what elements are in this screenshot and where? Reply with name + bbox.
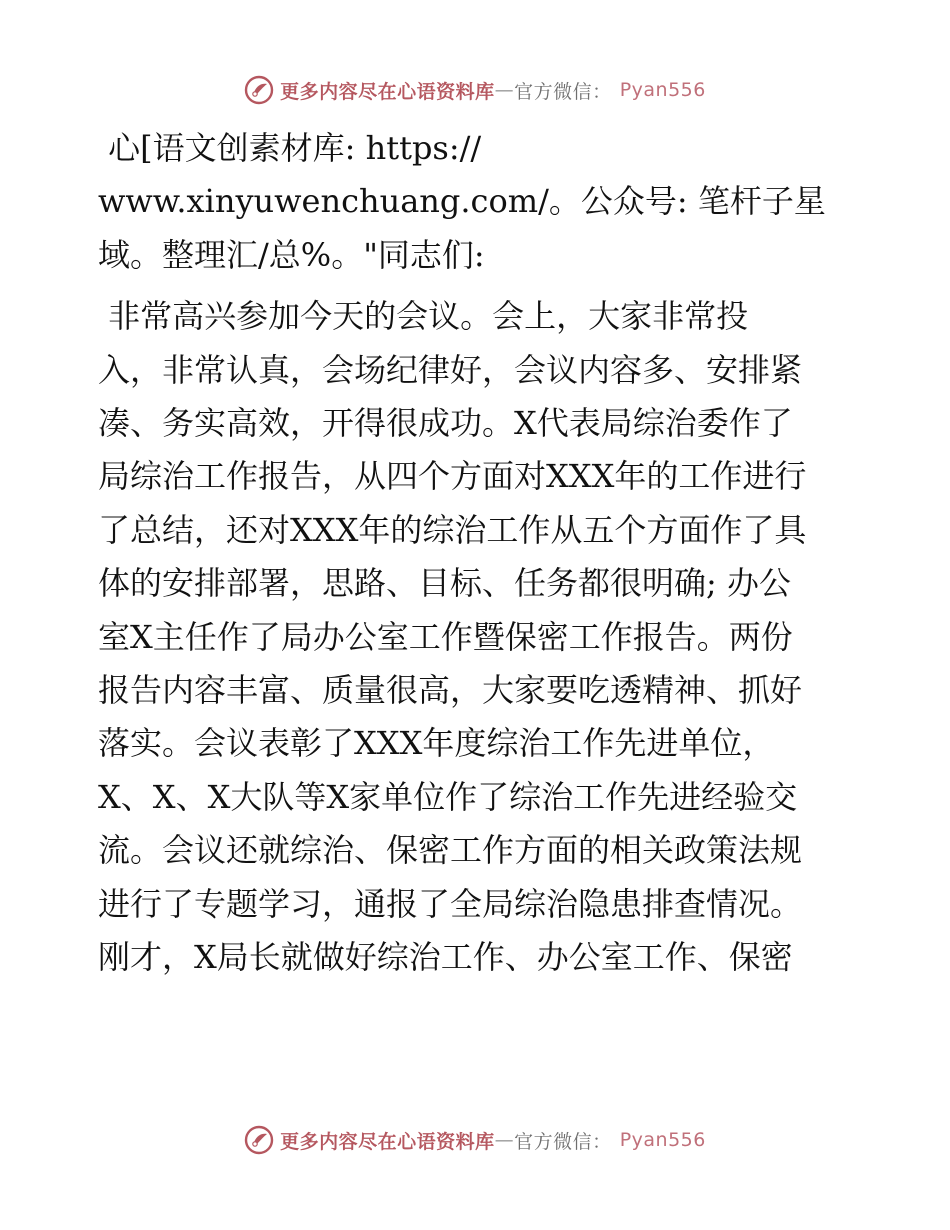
brand-logo-icon <box>244 75 274 105</box>
banner-separator: — <box>494 79 515 101</box>
banner-separator: — <box>494 1129 515 1151</box>
document-body <box>98 122 858 985</box>
wechat-account: Pyan556 <box>619 1129 706 1151</box>
brand-logo-icon <box>244 1125 274 1155</box>
footer-watermark-banner <box>0 1120 950 1160</box>
wechat-label: 官方微信： <box>514 1130 612 1153</box>
brand-text: 更多内容尽在心语资料库 <box>280 80 495 103</box>
header-watermark-banner <box>0 70 950 110</box>
brand-text: 更多内容尽在心语资料库 <box>280 1130 495 1153</box>
intro-paragraph: 心[语文创素材库: https:// www.xinyuwenchuang.com/。公众号: 笔杆子星 域。整理汇/总%。"同志们: <box>98 129 826 274</box>
main-paragraph: 非常高兴参加今天的会议。会上，大家非常投 入，非常认真，会场纪律好，会议内容多、安排紧 凑、务实高效，开得很成功。X代表局综治委作了 局综治工作报告，从四个方面对XXX年的工作进行 了总结，还对XXX年的综治工作从五个方面作了具 体的安排部署，思路、目标、任务都很明确; 办公 室X主任作了局办公室工作暨保密工作报告。两份 报告内容丰富、质量很高，大家要吃透精神、抓好 落实。会议表彰了XXX年度综治工作先进单位， X、X、X大队等X家单位作了综治工作先进经验交 流。会议还就综治、保密工作方面的相关政策法规 进行了专题学习，通报了全局综治隐患排查情况。 刚才，X局长就做好综治工作、办公室工作、保密 <box>98 297 807 977</box>
wechat-label: 官方微信： <box>514 80 612 103</box>
wechat-account: Pyan556 <box>619 79 706 101</box>
